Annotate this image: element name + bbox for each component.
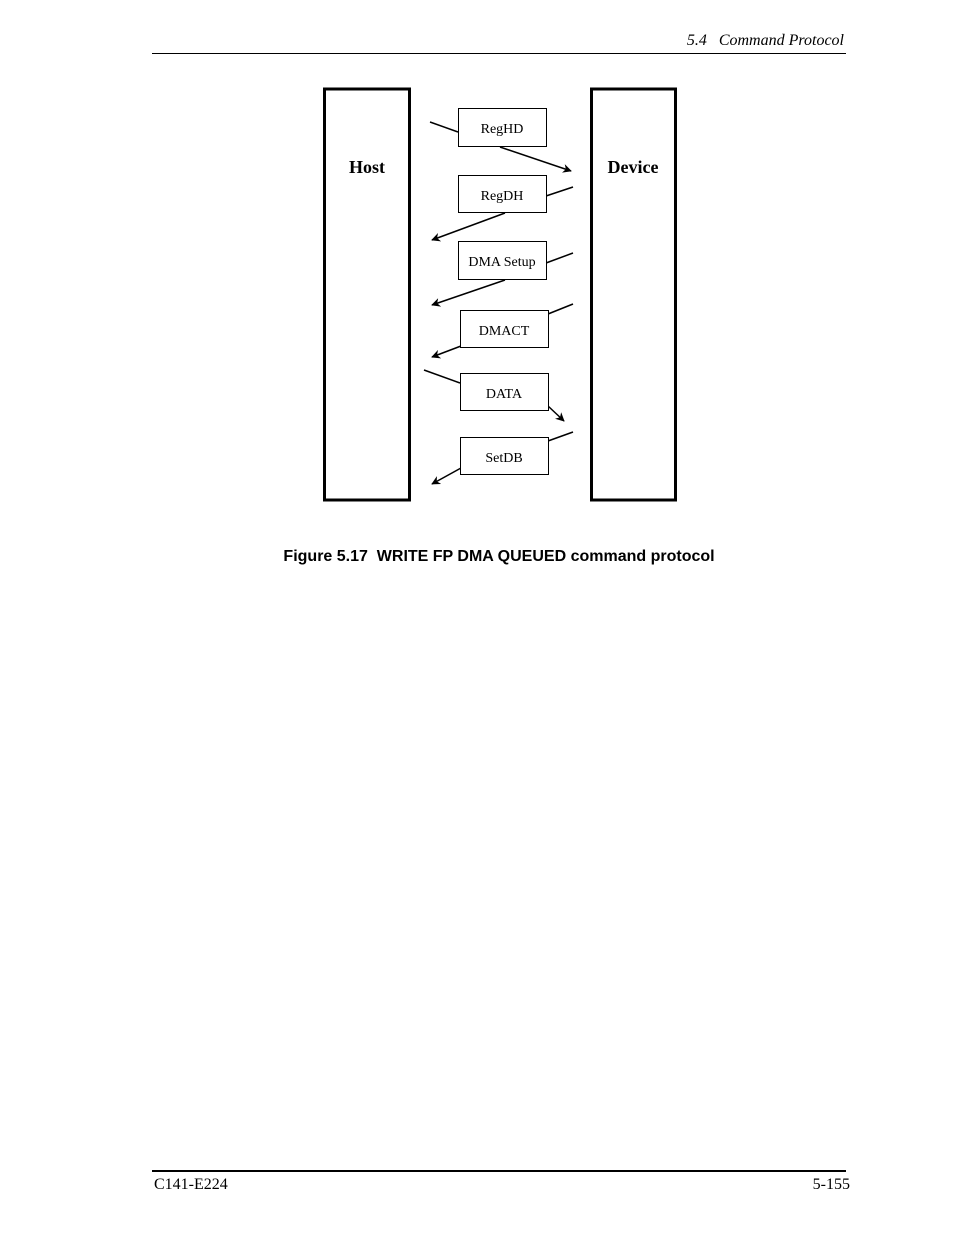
running-header: 5.4 Command Protocol [686,32,844,49]
dmact-arrow [432,346,461,357]
setdb-arrow-tail [548,432,573,441]
document-id: C141-E224 [154,1176,228,1193]
dmasetup-arrow [432,280,505,305]
device-label: Device [607,157,659,177]
host-column [325,89,410,500]
footer-rule [152,1170,846,1172]
device-column [592,89,676,500]
reghd-arrow [500,147,571,171]
dmact-arrow-tail [548,304,573,314]
setdb-label: SetDB [485,451,523,466]
data-arrow-tail [424,370,460,383]
protocol-diagram [0,0,954,600]
regdh-label: RegDH [480,189,524,204]
reghd-arrow-tail [430,122,458,132]
dmact-label: DMACT [478,324,530,339]
dmasetup-label: DMA Setup [468,255,536,270]
host-label: Host [349,157,385,177]
regdh-arrow-tail [546,187,573,196]
regdh-arrow [432,213,505,240]
page-number: 5-155 [812,1176,850,1193]
reghd-label: RegHD [480,122,524,137]
data-label: DATA [485,387,523,402]
setdb-arrow [432,468,461,484]
dmasetup-arrow-tail [546,253,573,263]
data-arrow [548,406,564,421]
figure-caption: Figure 5.17 WRITE FP DMA QUEUED command protocol [283,548,715,565]
